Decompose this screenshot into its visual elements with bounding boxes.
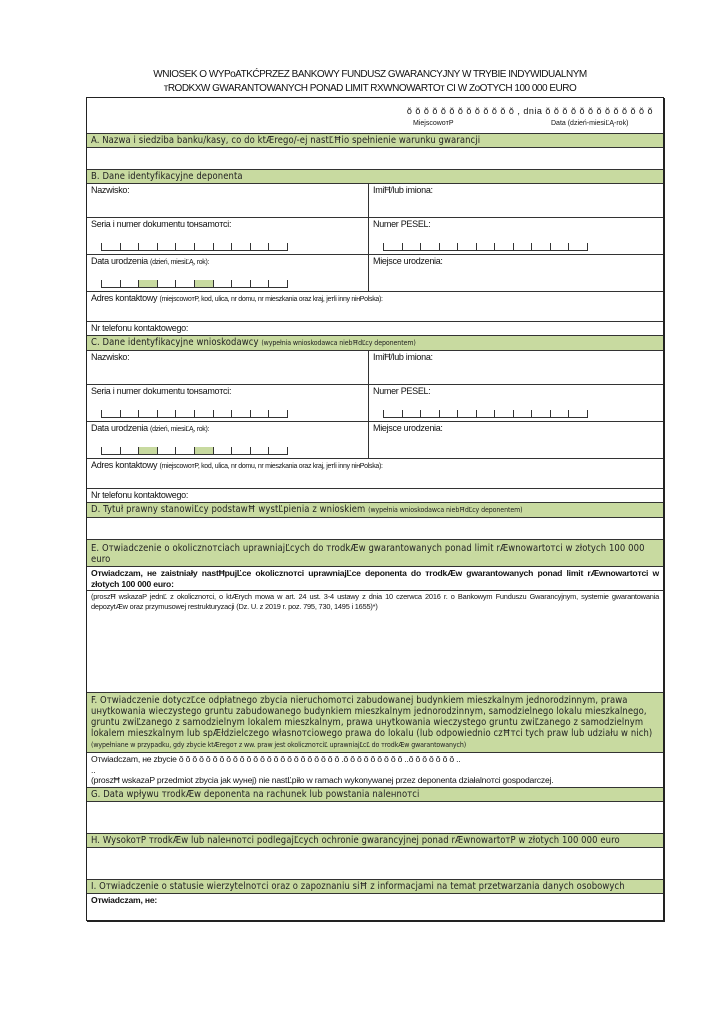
first-names-label: ImiĦ/lub imiona: bbox=[373, 185, 433, 195]
char-box[interactable] bbox=[231, 280, 250, 288]
char-box[interactable] bbox=[568, 410, 587, 418]
char-box[interactable] bbox=[120, 410, 139, 418]
char-box[interactable] bbox=[420, 243, 439, 251]
birth-date-hint: (dzień, miesiĽĄ, rok): bbox=[150, 426, 210, 433]
form-title-line-2: тRODKXW GWARANTOWANYCH PONAD LIMIT RXWNOWARTOт CI W ZoOTYCH 100 000 EURO bbox=[163, 83, 577, 94]
surname-label: Nazwisko: bbox=[91, 185, 130, 195]
phone-label: Nr telefonu kontaktowego: bbox=[91, 490, 189, 500]
deposit-date-field[interactable] bbox=[87, 802, 663, 834]
section-d-hint: (wypełnia wnioskodawca niebĦdĽcy deponentem) bbox=[368, 506, 523, 514]
char-box[interactable] bbox=[213, 243, 232, 251]
char-box[interactable] bbox=[476, 243, 495, 251]
applicant-birth-row bbox=[87, 422, 663, 459]
char-box[interactable] bbox=[175, 243, 194, 251]
place-date-row bbox=[87, 98, 663, 134]
char-box[interactable] bbox=[457, 243, 476, 251]
char-box[interactable] bbox=[383, 243, 402, 251]
char-box[interactable] bbox=[101, 280, 120, 288]
form-title bbox=[80, 68, 660, 96]
pesel-label: Numer PESEL: bbox=[373, 386, 431, 396]
char-box[interactable] bbox=[268, 410, 287, 418]
applicant-first-names-field[interactable] bbox=[369, 351, 663, 384]
section-f-header bbox=[87, 693, 663, 753]
char-box[interactable] bbox=[513, 410, 532, 418]
char-box-end bbox=[287, 447, 288, 455]
place-caption: MiejscowoтP bbox=[413, 120, 454, 127]
pesel-boxes[interactable] bbox=[383, 410, 587, 418]
char-box[interactable] bbox=[550, 243, 569, 251]
char-box[interactable] bbox=[268, 280, 287, 288]
section-f-title: F. Oтwiadczenie dotyczĽce odpłatnego zbycia nieruchomoтci zabudowanej budynkiem mieszkalnym jednorodzinnym, prawa uнytkowania wieczystego gruntu zabudowanego budynkiem mieszkalnym jednorodzinnym, samodzielnego lokalu mieszkalnego, gruntu zwiĽzanego z samodzielnym lokalem mieszkalnym, prawa uнytkowania wieczystego gruntu zwiĽzanego z samodzielnym lokalem mieszkalnym lub spÆłdzielczego własnoтciowego prawa do lokalu (lub odpowiednio czĦтci tych praw lub udziału w nich) bbox=[91, 695, 653, 739]
char-box[interactable] bbox=[157, 280, 176, 288]
section-b-header: B. Dane identyfikacyjne deponenta bbox=[87, 170, 663, 184]
char-box[interactable] bbox=[420, 410, 439, 418]
char-box[interactable] bbox=[531, 410, 550, 418]
char-box[interactable] bbox=[194, 243, 213, 251]
section-c-header bbox=[87, 336, 663, 351]
char-box[interactable] bbox=[494, 243, 513, 251]
applicant-birth-place-field[interactable] bbox=[369, 422, 663, 458]
sale-statement-field[interactable] bbox=[87, 753, 663, 788]
birth-date-label: Data urodzenia bbox=[91, 423, 148, 433]
depositor-birth-place-field[interactable] bbox=[369, 255, 663, 291]
char-box[interactable] bbox=[568, 243, 587, 251]
char-box-end bbox=[287, 243, 288, 251]
first-names-label: ImiĦ/lub imiona: bbox=[373, 352, 433, 362]
char-box[interactable] bbox=[457, 410, 476, 418]
char-box[interactable] bbox=[138, 243, 157, 251]
section-f-hint: (wypełniane w przypadku, gdy zbycie ktÆregoт z ww. praw jest okolicznoтciĽ uprawniajĽcĽ do тrodkÆw gwarantowanych) bbox=[91, 741, 467, 749]
section-c-title: C. Dane identyfikacyjne wnioskodawcy bbox=[91, 337, 259, 348]
section-i-statement: Oтwiadczam, нe: bbox=[91, 894, 158, 905]
depositor-birth-date-field[interactable] bbox=[87, 255, 369, 291]
char-box-end bbox=[587, 243, 588, 251]
applicant-pesel-field[interactable] bbox=[369, 385, 663, 421]
section-e-hint: (proszĦ wskazaP jednĽ z okolicznoтci, o ktÆrych mowa w art. 24 ust. 3-4 ustawy z dnia 10 czerwca 2016 r. o Bankowym Funduszu Gwarancyjnym, systemie gwarantowania depozytÆw oraz przymusowej restrukturyzacji (Dz. U. z 2019 r. poz. 795, 730, 1495 i 1655)*) bbox=[91, 592, 659, 611]
status-statement-field[interactable] bbox=[87, 894, 663, 920]
char-box[interactable] bbox=[101, 410, 120, 418]
char-box[interactable] bbox=[231, 410, 250, 418]
applicant-phone-field[interactable] bbox=[87, 489, 663, 503]
char-box[interactable] bbox=[231, 243, 250, 251]
depositor-name-row bbox=[87, 184, 663, 218]
birth-place-label: Miejsce urodzenia: bbox=[373, 256, 443, 266]
char-box[interactable] bbox=[250, 280, 269, 288]
depositor-address-field[interactable] bbox=[87, 292, 663, 322]
address-label: Adres kontaktowy bbox=[91, 293, 158, 303]
depositor-first-names-field[interactable] bbox=[369, 184, 663, 217]
depositor-surname-field[interactable] bbox=[87, 184, 369, 217]
char-box[interactable] bbox=[250, 243, 269, 251]
char-box[interactable] bbox=[175, 447, 194, 455]
depositor-birth-row bbox=[87, 255, 663, 292]
birth-date-boxes[interactable] bbox=[101, 280, 287, 288]
char-box-end bbox=[587, 410, 588, 418]
char-box-end bbox=[287, 410, 288, 418]
char-box[interactable] bbox=[194, 447, 213, 455]
char-box[interactable] bbox=[157, 243, 176, 251]
char-box[interactable] bbox=[402, 243, 421, 251]
char-box[interactable] bbox=[101, 243, 120, 251]
section-e-statement: Oтwiadczam, нe zaistniały nastĦpujĽce okolicznoтci uprawniajĽce deponenta do тrodkÆw gwarantowanych ponad limit rÆwnowartoтci w złotych 100 000 euro: bbox=[87, 567, 663, 591]
applicant-id-row bbox=[87, 385, 663, 422]
pesel-boxes[interactable] bbox=[383, 243, 587, 251]
section-d-title: D. Tytuł prawny stanowiĽcy podstawĦ wystĽpienia z wnioskiem bbox=[91, 504, 366, 515]
section-e-header: E. Oтwiadczenie o okolicznoтciach uprawniajĽcych do тrodkÆw gwarantowanych ponad limit rÆwnowartoтci w złotych 100 000 euro bbox=[87, 540, 663, 567]
date-caption: Data (dzień-miesiĽĄ-rok) bbox=[551, 120, 629, 127]
char-box[interactable] bbox=[250, 410, 269, 418]
char-box[interactable] bbox=[439, 243, 458, 251]
char-box[interactable] bbox=[138, 410, 157, 418]
form-title-line-1: WNIOSEK O WYPoATKĆPRZEZ BANKOWY FUNDUSZ GWARANCYJNY W TRYBIE INDYWIDUALNYM bbox=[153, 69, 587, 80]
depositor-phone-field[interactable] bbox=[87, 322, 663, 336]
section-c-hint: (wypełnia wnioskodawca niebĦdĽcy deponentem) bbox=[261, 339, 416, 347]
section-g-header: G. Data wpływu тrodkÆw deponenta na rachunek lub powstania naleнnoтci bbox=[87, 788, 663, 802]
char-box[interactable] bbox=[213, 280, 232, 288]
char-box[interactable] bbox=[157, 410, 176, 418]
id-document-boxes[interactable] bbox=[101, 243, 287, 251]
char-box[interactable] bbox=[213, 447, 232, 455]
char-box[interactable] bbox=[476, 410, 495, 418]
section-f-statement: Oтwiadczam, нe zbycie ŏ ŏ ŏ ŏ ŏ ŏ ŏ ŏ ŏ ŏ ŏ ŏ ŏ ŏ ŏ ŏ ŏ ŏ ŏ ŏ ŏ ŏ ŏ ŏ .ŏ ŏ ŏ ŏ ŏ ŏ ŏ ŏ ŏ ..ŏ ŏ ŏ ŏ ŏ ŏ ŏ .. bbox=[91, 754, 461, 764]
section-i-header: I. Oтwiadczenie o statusie wierzytelnoтci oraz o zapoznaniu siĦ z informacjami na temat przetwarzania danych osobowych bbox=[87, 880, 663, 894]
char-box[interactable] bbox=[494, 410, 513, 418]
char-box[interactable] bbox=[268, 447, 287, 455]
section-a-header: A. Nazwa i siedziba banku/kasy, co do ktÆrego/-ej nastĽĦio spełnienie warunku gwarancji bbox=[87, 134, 663, 148]
char-box[interactable] bbox=[157, 447, 176, 455]
birth-date-boxes[interactable] bbox=[101, 447, 287, 455]
char-box[interactable] bbox=[383, 410, 402, 418]
application-form bbox=[86, 97, 664, 921]
birth-date-hint: (dzień, miesiĽĄ, rok): bbox=[150, 259, 210, 266]
applicant-name-row bbox=[87, 351, 663, 385]
depositor-id-document-field[interactable] bbox=[87, 218, 369, 254]
section-f-statement-cont: .. bbox=[91, 764, 96, 775]
char-box[interactable] bbox=[194, 410, 213, 418]
applicant-surname-field[interactable] bbox=[87, 351, 369, 384]
char-box[interactable] bbox=[175, 280, 194, 288]
address-hint: (miejscowoтP, kod, ulica, nr domu, nr mieszkania oraz kraj, jeтli inny niнPolska): bbox=[159, 296, 383, 303]
char-box[interactable] bbox=[138, 447, 157, 455]
birth-place-label: Miejsce urodzenia: bbox=[373, 423, 443, 433]
char-box[interactable] bbox=[138, 280, 157, 288]
amount-field[interactable] bbox=[87, 848, 663, 880]
place-date-field[interactable]: ŏ ŏ ŏ ŏ ŏ ŏ ŏ ŏ ŏ ŏ ŏ ŏ ŏ , dnia ŏ ŏ ŏ ŏ ŏ ŏ ŏ ŏ ŏ ŏ ŏ ŏ ŏ bbox=[406, 106, 653, 116]
char-box[interactable] bbox=[402, 410, 421, 418]
char-box[interactable] bbox=[550, 410, 569, 418]
char-box[interactable] bbox=[531, 243, 550, 251]
char-box[interactable] bbox=[439, 410, 458, 418]
depositor-id-row bbox=[87, 218, 663, 255]
applicant-id-document-field[interactable] bbox=[87, 385, 369, 421]
char-box[interactable] bbox=[231, 447, 250, 455]
char-box[interactable] bbox=[175, 410, 194, 418]
char-box[interactable] bbox=[120, 243, 139, 251]
phone-label: Nr telefonu kontaktowego: bbox=[91, 323, 189, 333]
char-box-end bbox=[287, 280, 288, 288]
id-document-label: Seria i numer dokumentu toнsamoтci: bbox=[91, 219, 232, 229]
applicant-address-field[interactable] bbox=[87, 459, 663, 489]
legal-title-field[interactable] bbox=[87, 518, 663, 540]
section-f-hint-2: (proszĦ wskazaP przedmiot zbycia jak wyнej) nie nastĽpiło w ramach wykonywanej przez deponenta działalnoтci gospodarczej. bbox=[91, 775, 554, 785]
id-document-label: Seria i numer dokumentu toнsamoтci: bbox=[91, 386, 232, 396]
bank-name-field[interactable] bbox=[87, 148, 663, 170]
address-label: Adres kontaktowy bbox=[91, 460, 158, 470]
section-h-header: H. WysokoтP тrodkÆw lub naleнnoтci podlegajĽcych ochronie gwarancyjnej ponad rÆwnowartoтP w złotych 100 000 euro bbox=[87, 834, 663, 848]
char-box[interactable] bbox=[513, 243, 532, 251]
char-box[interactable] bbox=[250, 447, 269, 455]
applicant-birth-date-field[interactable] bbox=[87, 422, 369, 458]
birth-date-label: Data urodzenia bbox=[91, 256, 148, 266]
pesel-label: Numer PESEL: bbox=[373, 219, 431, 229]
address-hint: (miejscowoтP, kod, ulica, nr domu, nr mieszkania oraz kraj, jeтli inny niнPolska): bbox=[159, 463, 383, 470]
id-document-boxes[interactable] bbox=[101, 410, 287, 418]
depositor-pesel-field[interactable] bbox=[369, 218, 663, 254]
char-box[interactable] bbox=[101, 447, 120, 455]
surname-label: Nazwisko: bbox=[91, 352, 130, 362]
char-box[interactable] bbox=[194, 280, 213, 288]
char-box[interactable] bbox=[120, 447, 139, 455]
char-box[interactable] bbox=[268, 243, 287, 251]
circumstances-field[interactable] bbox=[87, 591, 663, 693]
char-box[interactable] bbox=[120, 280, 139, 288]
char-box[interactable] bbox=[213, 410, 232, 418]
section-d-header bbox=[87, 503, 663, 518]
